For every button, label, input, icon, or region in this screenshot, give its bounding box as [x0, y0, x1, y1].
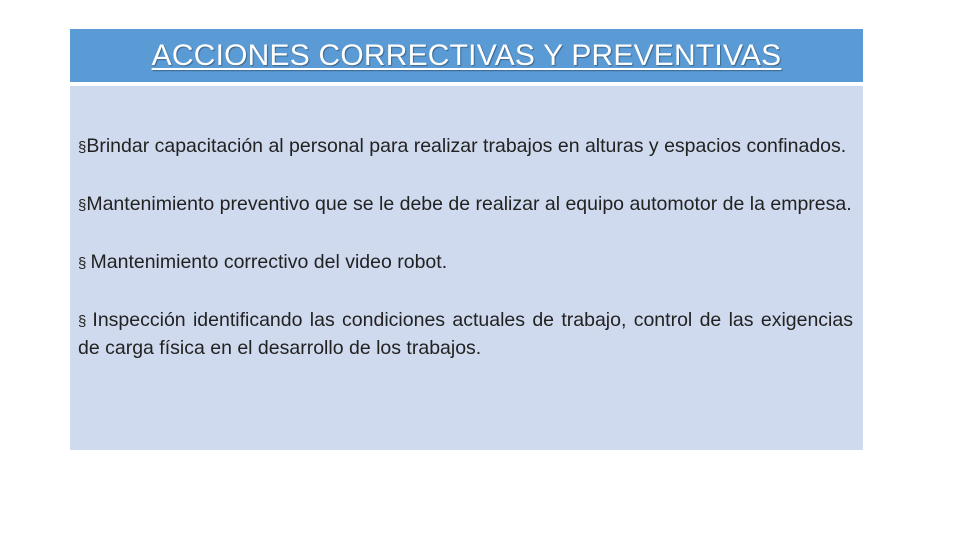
bullet-item [78, 307, 853, 362]
bullet-item [78, 191, 853, 219]
bullet-item [78, 133, 853, 161]
bullet-marker: § [78, 255, 91, 272]
bullet-text: Mantenimiento correctivo del video robot. [90, 251, 448, 273]
bullet-item [78, 249, 853, 277]
bullet-text: Inspección identificando las condiciones actuales de trabajo, control de las exigencias de carga física en el desarrollo de los trabajos. [78, 309, 853, 359]
bullet-text: Brindar capacitación al personal para realizar trabajos en alturas y espacios confinados. [86, 135, 847, 157]
bullet-text: Mantenimiento preventivo que se le debe de realizar al equipo automotor de la empresa. [86, 193, 852, 215]
title-bar [70, 29, 863, 82]
bullet-marker: § [78, 313, 93, 330]
slide-title: ACCIONES CORRECTIVAS Y PREVENTIVAS [151, 38, 782, 72]
content-box [70, 86, 863, 450]
bullet-marker: § [78, 139, 87, 156]
bullet-marker: § [78, 197, 87, 214]
